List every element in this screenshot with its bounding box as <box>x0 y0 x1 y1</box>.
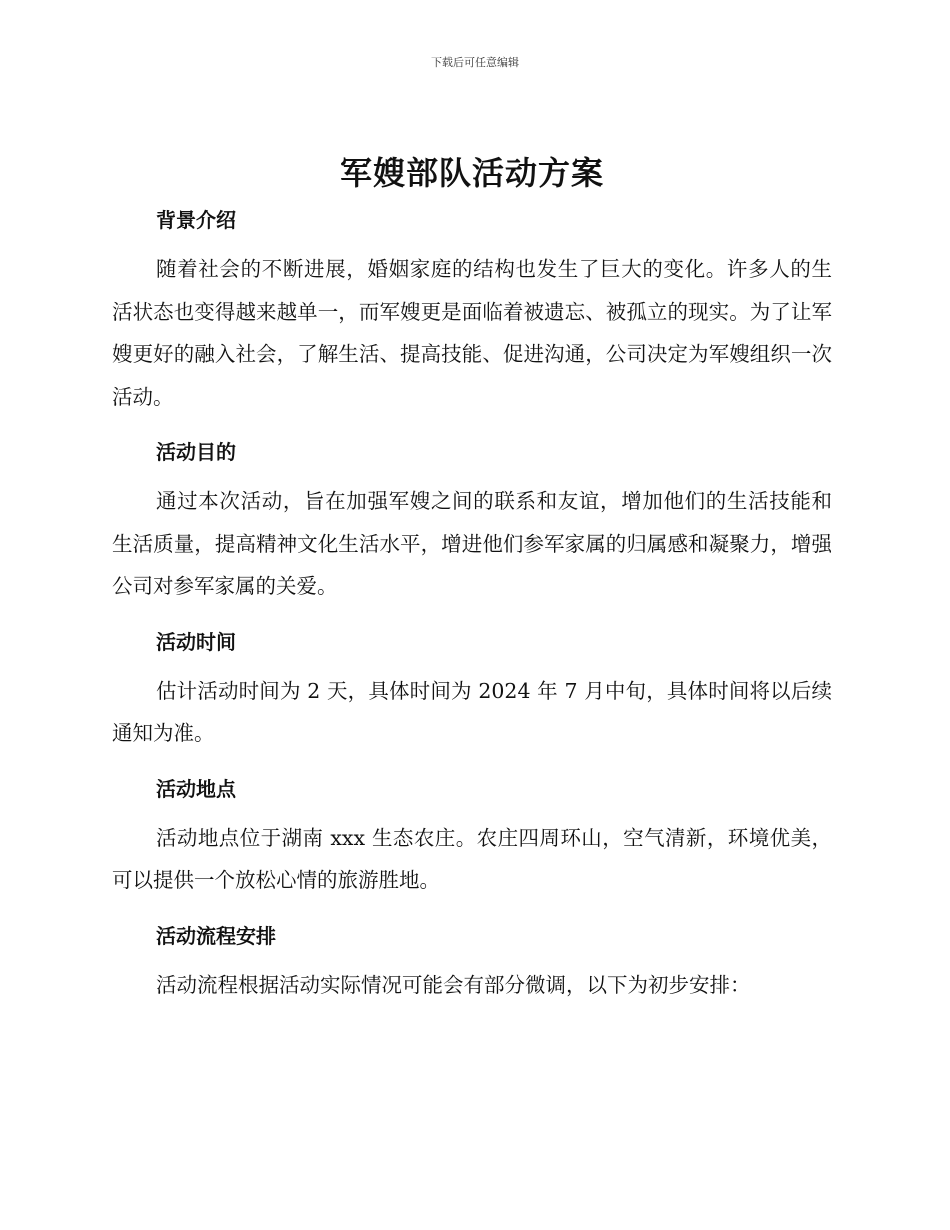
document-title: 军嫂部队活动方案 <box>339 154 604 192</box>
section-heading-time: 活动时间 <box>156 629 236 654</box>
section-body-purpose: 通过本次活动，旨在加强军嫂之间的联系和友谊，增加他们的生活技能和生活质量，提高精神文化生活水平，增进他们参军家属的归属感和凝聚力，增强公司对参军家属的关爱。 <box>112 489 832 598</box>
section-body-location: 活动地点位于湖南 xxx 生态农庄。农庄四周环山，空气清新，环境优美，可以提供一个放松心情的旅游胜地。 <box>112 825 832 892</box>
section-heading-schedule: 活动流程安排 <box>156 923 276 948</box>
section-heading-purpose: 活动目的 <box>156 440 236 464</box>
section-body-time: 估计活动时间为 2 天，具体时间为 2024 年 7 月中旬，具体时间将以后续通知为准。 <box>112 678 832 745</box>
section-heading-location: 活动地点 <box>156 776 236 801</box>
header-note: 下载后可任意编辑 <box>431 56 519 69</box>
section-body-background: 随着社会的不断进展，婚姻家庭的结构也发生了巨大的变化。许多人的生活状态也变得越来越单一，而军嫂更是面临着被遗忘、被孤立的现实。为了让军嫂更好的融入社会，了解生活、提高技能、促进沟通，公司决定为军嫂组织一次活动。 <box>112 257 832 409</box>
document-body <box>112 148 832 1020</box>
section-heading-background: 背景介绍 <box>156 208 236 232</box>
section-body-schedule: 活动流程根据活动实际情况可能会有部分微调，以下为初步安排： <box>156 972 751 997</box>
